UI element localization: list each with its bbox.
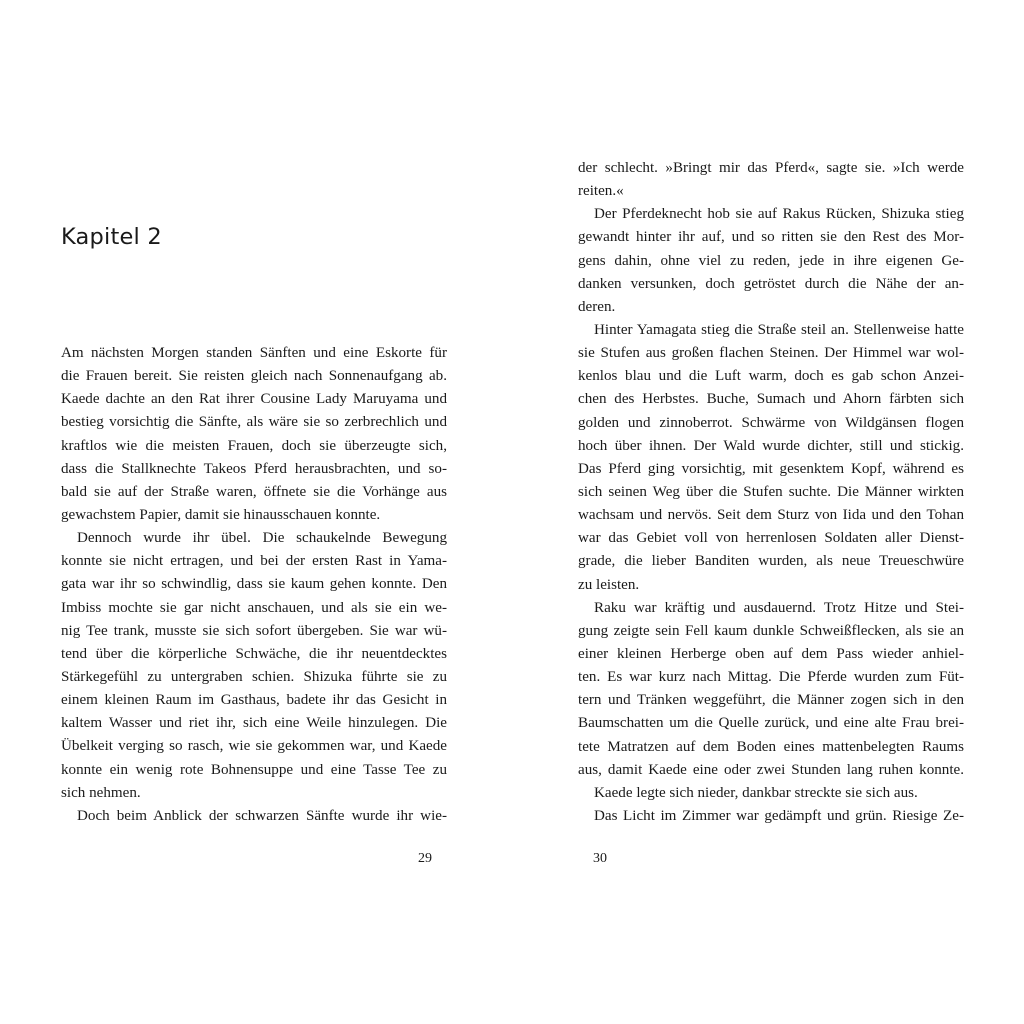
- text-line: sie Stufen aus großen flachen Steinen. Der Himmel war wol-: [578, 345, 964, 362]
- text-line: zu leisten.: [578, 576, 640, 593]
- text-line: golden und zinnoberrot. Schwärme von Wildgänsen flogen: [578, 414, 964, 431]
- text-line: der schlecht. »Bringt mir das Pferd«, sagte sie. »Ich werde: [578, 160, 964, 176]
- text-line: gata war ihr so schwindlig, dass sie kaum gehen konnte. Den: [61, 576, 447, 593]
- text-line: Das Licht im Zimmer war gedämpft und grün. Riesige Ze-: [594, 807, 964, 824]
- text-line: Baumschatten um die Quelle zurück, und eine alte Frau brei-: [578, 715, 964, 732]
- chapter-title: Kapitel 2: [61, 224, 162, 250]
- text-line: konnte ein wenig rote Bohnensuppe und eine Tasse Tee zu: [61, 761, 447, 778]
- text-line: gewachstem Papier, damit sie hinausschauen konnte.: [61, 506, 381, 523]
- text-line: nig Tee trank, musste sie sich sofort übergeben. Sie war wü-: [61, 622, 447, 639]
- text-line: danken versunken, doch getröstet durch die Nähe der an-: [578, 275, 964, 292]
- text-line: Raku war kräftig und ausdauernd. Trotz Hitze und Stei-: [594, 599, 964, 616]
- text-line: einem kleinen Raum im Gasthaus, badete ihr das Gesicht in: [61, 692, 447, 709]
- text-line: sich nehmen.: [61, 784, 141, 801]
- text-line: gung zeigte sein Fell kaum dunkle Schweißflecken, als sie an: [578, 622, 964, 639]
- text-line: Kaede dachte an den Rat ihrer Cousine Lady Maruyama und: [61, 391, 447, 408]
- text-line: sich seinen Weg über die Stufen suchte. Die Männer wirkten: [578, 483, 964, 500]
- text-line: Kaede legte sich nieder, dankbar streckte sie sich aus.: [594, 784, 918, 801]
- text-line: wachsam und nervös. Seit dem Sturz von Iida und den Tohan: [578, 507, 964, 524]
- text-line: deren.: [578, 298, 616, 315]
- text-line: gens dahin, ohne viel zu reden, jede in ihre eigenen Ge-: [578, 252, 964, 269]
- text-line: grade, die lieber Banditen wurden, als neue Treueschwüre: [578, 553, 964, 570]
- text-line: Übelkeit verging so rasch, wie sie gekommen war, und Kaede: [61, 738, 447, 755]
- text-line: gewandt hinter ihr auf, und so ritten sie den Rest des Mor-: [578, 229, 964, 246]
- text-line: reiten.«: [578, 183, 624, 200]
- text-line: Dennoch wurde ihr übel. Die schaukelnde Bewegung: [77, 530, 447, 547]
- right-page-number: 30: [593, 851, 607, 866]
- text-line: hoch über ihnen. Der Wald wurde dichter, still und stickig.: [578, 437, 964, 454]
- text-line: Hinter Yamagata stieg die Straße steil an. Stellenweise hatte: [594, 321, 964, 338]
- text-line: Der Pferdeknecht hob sie auf Rakus Rücken, Shizuka stieg: [594, 206, 964, 223]
- text-line: bald sie auf der Straße waren, öffnete sie die Vorhänge aus: [61, 483, 447, 500]
- text-line: einer kleinen Herberge oben auf dem Pass wieder anhiel-: [578, 645, 964, 662]
- left-page: [61, 0, 447, 1024]
- text-line: Doch beim Anblick der schwarzen Sänfte wurde ihr wie-: [77, 807, 447, 824]
- right-page: [578, 0, 964, 1024]
- text-line: dass die Stallknechte Takeos Pferd herausbrachten, und so-: [61, 460, 447, 477]
- text-line: konnte sie nicht ertragen, und bei der ersten Rast in Yama-: [61, 553, 447, 570]
- text-line: bestieg vorsichtig die Sänfte, als wäre sie so zerbrechlich und: [61, 414, 447, 431]
- text-line: kenlos blau und die Luft warm, doch es gab schon Anzei-: [578, 368, 964, 385]
- text-line: war das Gebiet voll von herrenlosen Soldaten aller Dienst-: [578, 530, 964, 547]
- text-line: ten. Es war kurz nach Mittag. Die Pferde wurden zum Füt-: [578, 669, 964, 686]
- text-line: Stärkegefühl zu untergraben schien. Shizuka führte sie zu: [61, 668, 447, 685]
- right-page-body-text: [578, 157, 964, 828]
- text-line: kraftlos wie die meisten Frauen, doch sie überzeugte sich,: [61, 437, 447, 454]
- text-line: tete Matratzen auf dem Boden eines mattenbelegten Raums: [578, 738, 964, 755]
- left-page-body-text: [61, 342, 447, 828]
- text-line: chen des Herbstes. Buche, Sumach und Ahorn färbten sich: [578, 391, 964, 408]
- text-line: tend über die körperliche Schwäche, die ihr neuentdecktes: [61, 645, 447, 662]
- text-line: die Frauen bereit. Sie reisten gleich nach Sonnenaufgang ab.: [61, 368, 447, 385]
- left-page-number: 29: [418, 851, 432, 866]
- text-line: Das Pferd ging vorsichtig, mit gesenktem Kopf, während es: [578, 460, 964, 477]
- text-line: Imbiss mochte sie gar nicht anschauen, und als sie ein we-: [61, 599, 447, 616]
- text-line: aus, damit Kaede eine oder zwei Stunden lang ruhen konnte.: [578, 761, 964, 778]
- text-line: kaltem Wasser und riet ihr, sich eine Weile hinzulegen. Die: [61, 715, 447, 732]
- text-line: tern und Tränken weggeführt, die Männer zogen sich in den: [578, 692, 964, 709]
- text-line: Am nächsten Morgen standen Sänften und eine Eskorte für: [61, 345, 447, 361]
